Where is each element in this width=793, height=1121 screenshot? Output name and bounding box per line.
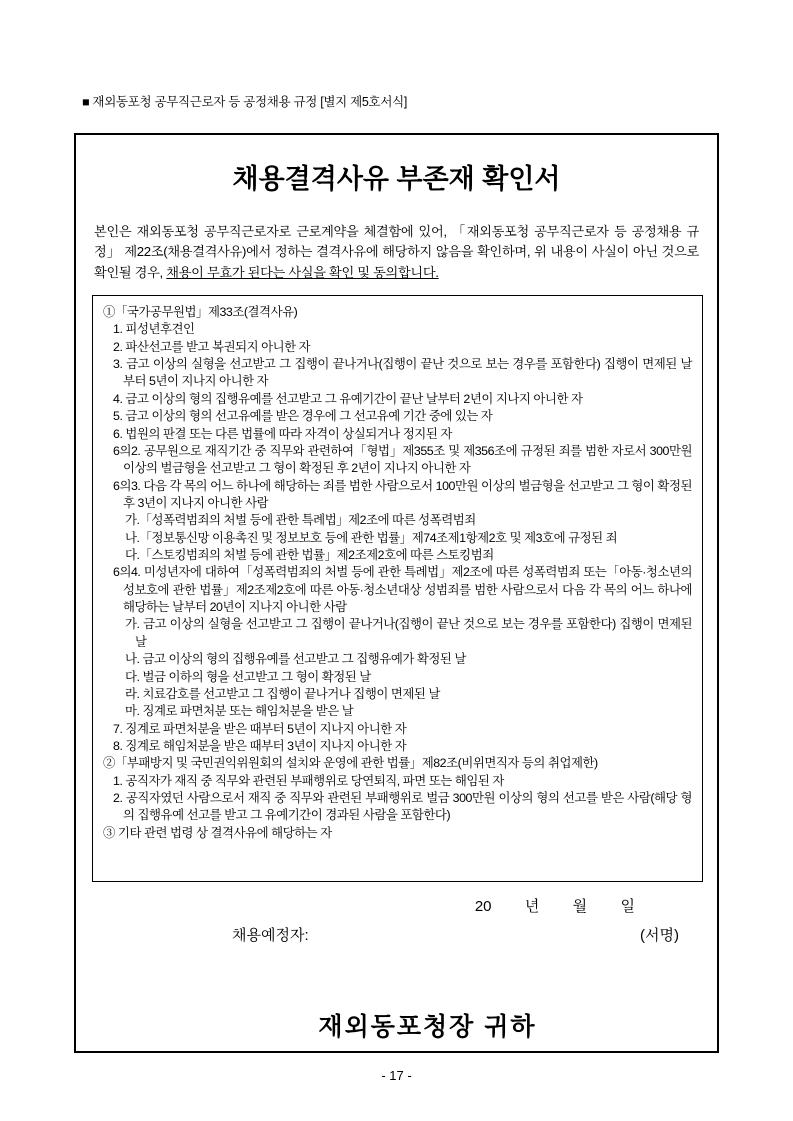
clause-item: 6. 법원의 판결 또는 다른 법률에 따라 자격이 상실되거나 정지된 자 xyxy=(113,426,452,441)
clause-item: 6의3. 다음 각 목의 어느 하나에 해당하는 죄를 범한 사람으로서 100만원 이상의 벌금형을 선고받고 그 형이 확정된 후 3년이 지나지 아니한 사람 xyxy=(113,478,692,510)
clause-item: 6의2. 공무원으로 재직기간 중 직무와 관련하여「형법」제355조 및 제356조에 규정된 죄를 범한 자로서 300만원 이상의 벌금형을 선고받고 그 형이 확정된 후 2년이 지나지 아니한 자 xyxy=(113,443,692,476)
clause-item: 라. 치료감호를 선고받고 그 집행이 끝나거나 집행이 면제된 날 xyxy=(125,686,440,701)
intro-paragraph xyxy=(94,222,699,283)
signer-label: 채용예정자: xyxy=(232,927,309,944)
clause-item: ②「부패방지 및 국민권익위원회의 설치와 운영에 관한 법률」제82조(비위면직자 등의 취업제한) xyxy=(103,756,598,771)
clause-item: 다. 벌금 이하의 형을 선고받고 그 형이 확정된 날 xyxy=(125,669,371,684)
clause-item: 5. 금고 이상의 형의 선고유예를 받은 경우에 그 선고유예 기간 중에 있는 자 xyxy=(113,409,493,424)
clause-item: ③ 기타 관련 법령 상 결격사유에 해당하는 자 xyxy=(103,825,332,840)
clause-item: 가. 금고 이상의 실형을 선고받고 그 집행이 끝나거나(집행이 끝난 것으로 보는 경우를 포함한다) 집행이 면제된 날 xyxy=(125,617,692,649)
clause-item: 3. 금고 이상의 실형을 선고받고 그 집행이 끝나거나(집행이 끝난 것으로 보는 경우를 포함한다) 집행이 면제된 날부터 5년이 지나지 아니한 자 xyxy=(113,357,692,389)
clauses-box xyxy=(92,295,703,882)
signature-mark: (서명) xyxy=(640,927,679,944)
clause-item: 가.「성폭력범죄의 처벌 등에 관한 특례법」제2조에 따른 성폭력범죄 xyxy=(125,513,476,528)
clause-list xyxy=(103,304,692,842)
certificate-outer-box xyxy=(74,133,719,1053)
date-line: 20 년 월 일 xyxy=(474,898,635,915)
clause-item: 나. 금고 이상의 형의 집행유예를 선고받고 그 집행유예가 확정된 날 xyxy=(125,652,466,667)
clause-item: 6의4. 미성년자에 대하여「성폭력범죄의 처벌 등에 관한 특례법」제2조에 따른 성폭력범죄 또는「아동·청소년의 성보호에 관한 법률」제2조제2호에 따른 아동·청소년대상 성범죄를 범한 사람으로서 다음 각 목의 어느 하나에 해당하는 날부터 20년이 지나지 아니한 사람 xyxy=(113,565,692,615)
clause-item: 2. 파산선고를 받고 복권되지 아니한 자 xyxy=(113,339,311,354)
page-number: - 17 - xyxy=(381,1068,412,1083)
intro-underlined-text: 채용이 무효가 된다는 사실을 확인 및 동의합니다. xyxy=(166,264,439,280)
clause-item: 2. 공직자였던 사람으로서 재직 중 직무와 관련된 부패행위로 벌금 300만원 이상의 형의 선고를 받은 사람(해당 형의 집행유예 선고를 받고 그 유예기간이 경과된 사람을 포함한다) xyxy=(113,791,692,823)
recipient-line: 재외동포청장 귀하 xyxy=(318,1013,537,1041)
clause-item: 8. 징계로 해임처분을 받은 때부터 3년이 지나지 아니한 자 xyxy=(113,738,407,753)
clause-item: 4. 금고 이상의 형의 집행유예를 선고받고 그 유예기간이 끝난 날부터 2년이 지나지 아니한 자 xyxy=(113,391,583,406)
clause-item: 1. 피성년후견인 xyxy=(113,322,195,337)
signer-line xyxy=(92,924,703,945)
clause-item: 다.「스토킹범죄의 처벌 등에 관한 법률」제2조제2호에 따른 스토킹범죄 xyxy=(125,548,494,563)
clause-item: 나.「정보통신망 이용촉진 및 정보보호 등에 관한 법률」제74조제1항제2호 및 제3호에 규정된 죄 xyxy=(125,530,618,545)
clause-item: 마. 징계로 파면처분 또는 해임처분을 받은 날 xyxy=(125,704,354,719)
signature-area xyxy=(92,895,703,1043)
clause-item: 7. 징계로 파면처분을 받은 때부터 5년이 지나지 아니한 자 xyxy=(113,721,407,736)
clause-item: 1. 공직자가 재직 중 직무와 관련된 부패행위로 당연퇴직, 파면 또는 해임된 자 xyxy=(113,773,504,788)
page-title: 채용결격사유 부존재 확인서 xyxy=(232,164,561,194)
form-reference-header: ■ 재외동포청 공무직근로자 등 공정채용 규정 [별지 제5호서식] xyxy=(82,95,408,109)
clause-item: ①「국가공무원법」제33조(결격사유) xyxy=(103,305,298,319)
intro-text: 본인은 재외동포청 공무직근로자로 근로계약을 체결함에 있어, 「재외동포청 공무직근로자 등 공정채용 규정」 제22조(채용결격사유)에서 정하는 결격사유에 해당하지 않음을 확인하며, 위 내용이 사실이 아닌 것으로 확인될 경우, xyxy=(94,224,699,280)
